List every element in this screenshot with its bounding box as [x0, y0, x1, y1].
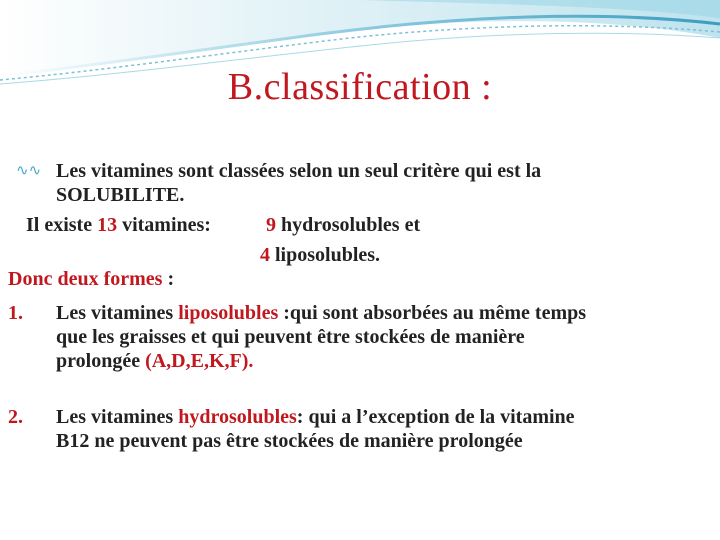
hydro-count: 9 — [266, 214, 276, 236]
bullet-line-1: Les vitamines sont classées selon un seul critère qui est la — [56, 160, 542, 182]
forms-heading — [8, 268, 174, 290]
wave-ornament-icon: ∿∿ — [16, 163, 42, 179]
item1-line3-start: prolongée — [56, 350, 146, 372]
item1-text-rest: :qui sont absorbées au même temps — [278, 302, 587, 324]
item2-text-rest: : qui a l’exception de la vitamine — [296, 406, 575, 428]
item2-text-start: Les vitamines — [56, 406, 179, 428]
item1-text-start: Les vitamines — [56, 302, 179, 324]
count-prefix: Il existe — [26, 214, 98, 236]
item1-keyword: liposolubles — [178, 302, 279, 324]
vitamin-count-line — [26, 214, 211, 236]
lipo-count-line — [260, 244, 380, 266]
item1-line-1 — [56, 302, 586, 324]
slide-title: B.classification : — [227, 66, 493, 108]
forms-heading-text: Donc deux formes — [8, 268, 163, 290]
item1-examples: (A,D,E,K,F). — [145, 350, 254, 372]
count-mid: vitamines: — [117, 214, 211, 236]
bullet-line-2: SOLUBILITE. — [56, 184, 185, 206]
lipo-count: 4 — [260, 244, 270, 266]
hydro-count-text: hydrosolubles et — [276, 214, 421, 236]
list-number-2: 2. — [8, 406, 23, 428]
item1-line-2: que les graisses et qui peuvent être stockées de manière — [56, 326, 525, 348]
list-number-1: 1. — [8, 302, 23, 324]
lipo-count-text: liposolubles. — [270, 244, 381, 266]
item2-keyword: hydrosolubles — [178, 406, 297, 428]
item1-line-3 — [56, 350, 253, 372]
hydro-count-line — [266, 214, 420, 236]
item2-line-1 — [56, 406, 575, 428]
forms-heading-colon: : — [162, 268, 175, 290]
item2-line-2: B12 ne peuvent pas être stockées de manière prolongée — [56, 430, 523, 452]
total-count: 13 — [97, 214, 118, 236]
